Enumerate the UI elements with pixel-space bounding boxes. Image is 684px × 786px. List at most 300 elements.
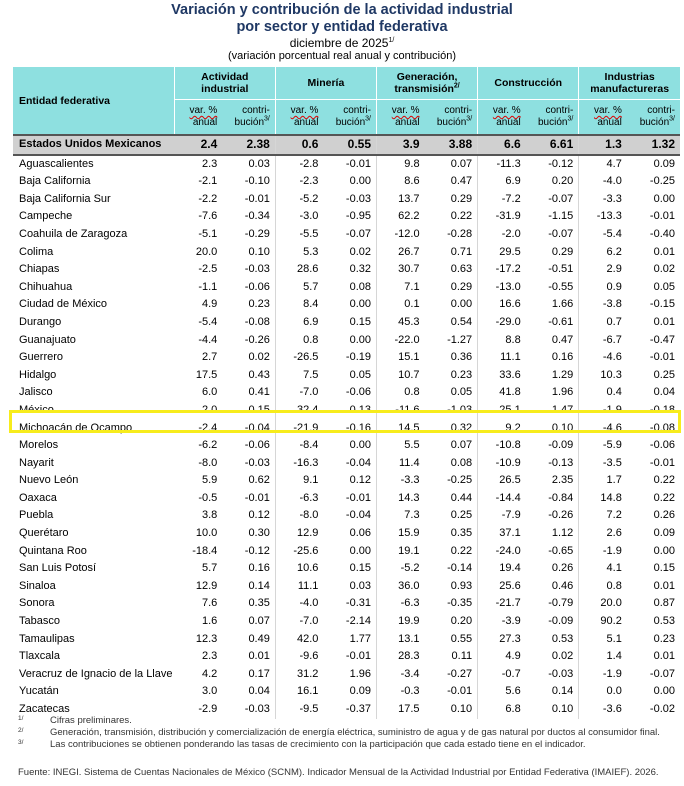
cell-var: -11.3 bbox=[496, 157, 521, 170]
cell-var: 16.6 bbox=[499, 298, 521, 311]
cell-var: -3.8 bbox=[602, 298, 622, 311]
cell-contrib: 0.04 bbox=[653, 386, 675, 399]
cell-var: -18.4 bbox=[192, 544, 218, 557]
cell-var: 31.2 bbox=[297, 667, 319, 680]
cell-var: 3.0 bbox=[201, 685, 218, 698]
entity-name: Querétaro bbox=[19, 527, 69, 540]
footnote-1: 1/ Cifras preliminares. bbox=[18, 715, 132, 726]
cell-var: 5.1 bbox=[606, 632, 622, 645]
cell-contrib: -0.03 bbox=[222, 455, 275, 473]
entity-name: Aguascalientes bbox=[19, 157, 94, 170]
cell-contrib: -0.04 bbox=[323, 507, 376, 525]
table-row bbox=[13, 543, 680, 561]
cell-contrib: -0.07 bbox=[323, 226, 376, 244]
cell-contrib: -0.03 bbox=[323, 191, 376, 209]
cell-var: 19.9 bbox=[398, 615, 420, 628]
cell-contrib: 0.47 bbox=[425, 173, 478, 191]
subtitle: (variación porcentual real anual y contribución) bbox=[227, 50, 457, 62]
cell-contrib: -0.29 bbox=[222, 226, 275, 244]
cell-contrib: 0.49 bbox=[222, 631, 275, 649]
cell-var: 10.3 bbox=[600, 368, 622, 381]
cell-var: 62.2 bbox=[398, 210, 420, 223]
cell-contrib: 0.25 bbox=[653, 368, 675, 381]
cell-contrib: -0.61 bbox=[526, 314, 579, 332]
cell-var: 12.9 bbox=[297, 527, 319, 540]
cell-contrib: -0.03 bbox=[222, 261, 275, 279]
cell-var: -2.5 bbox=[198, 263, 218, 276]
cell-var: -8.4 bbox=[299, 439, 319, 452]
cell-var: -5.4 bbox=[602, 227, 622, 240]
cell-var: 7.6 bbox=[201, 597, 218, 610]
cell-contrib: -0.07 bbox=[526, 191, 579, 209]
cell-contrib: -0.40 bbox=[649, 227, 675, 240]
cell-var: -4.0 bbox=[299, 597, 319, 610]
cell-contrib: -0.15 bbox=[649, 298, 675, 311]
cell-var: 27.3 bbox=[499, 632, 521, 645]
entity-name: Quintana Roo bbox=[19, 544, 87, 557]
cell-var: -14.4 bbox=[495, 491, 521, 504]
cell-var: 0.8 bbox=[404, 386, 420, 399]
cell-contrib: 1.66 bbox=[526, 296, 579, 314]
cell-var: -26.5 bbox=[293, 351, 319, 364]
sub-header-contrib: contri- bución$^{3/}$ bbox=[425, 100, 478, 136]
cell-var: 0.9 bbox=[606, 280, 622, 293]
cell-contrib: 0.54 bbox=[425, 314, 478, 332]
cell-var: 9.2 bbox=[505, 421, 521, 434]
cell-var: 2.3 bbox=[201, 157, 218, 170]
cell-contrib: 0.01 bbox=[653, 245, 675, 258]
cell-var: 7.3 bbox=[404, 509, 420, 522]
cell-contrib: 0.00 bbox=[323, 332, 376, 350]
cell-contrib: -0.01 bbox=[649, 456, 675, 469]
cell-var: 9.8 bbox=[404, 157, 420, 170]
cell-contrib: -0.19 bbox=[323, 349, 376, 367]
cell-var: -0.5 bbox=[198, 491, 218, 504]
cell-var: 8.4 bbox=[303, 298, 319, 311]
cell-contrib: 0.00 bbox=[425, 296, 478, 314]
cell-var: -5.1 bbox=[198, 227, 218, 240]
cell-contrib: -1.27 bbox=[425, 332, 478, 350]
table-row bbox=[13, 314, 680, 332]
cell-contrib: -0.16 bbox=[323, 420, 376, 438]
cell-contrib: 0.08 bbox=[425, 455, 478, 473]
cell-contrib: 0.00 bbox=[653, 544, 675, 557]
cell-contrib: 0.29 bbox=[425, 279, 478, 297]
cell-contrib: 0.15 bbox=[323, 314, 376, 332]
cell-var: -5.2 bbox=[299, 192, 319, 205]
cell-contrib: 1.12 bbox=[526, 525, 579, 543]
entity-name: Coahuila de Zaragoza bbox=[19, 227, 128, 240]
cell-var: 1.3 bbox=[579, 135, 627, 155]
entity-name: Guerrero bbox=[19, 351, 64, 364]
cell-var: 16.1 bbox=[297, 685, 319, 698]
cell-var: 8.6 bbox=[404, 175, 420, 188]
cell-var: -24.0 bbox=[495, 544, 521, 557]
cell-var: -2.8 bbox=[299, 157, 319, 170]
cell-contrib: 0.32 bbox=[425, 420, 478, 438]
cell-contrib: 0.23 bbox=[425, 367, 478, 385]
entity-name: Jalisco bbox=[19, 386, 53, 399]
cell-contrib: -0.84 bbox=[526, 490, 579, 508]
cell-contrib: 0.09 bbox=[323, 683, 376, 701]
cell-var: -0.7 bbox=[501, 667, 521, 680]
cell-var: 12.9 bbox=[195, 579, 218, 592]
entity-name: Morelos bbox=[19, 439, 59, 452]
entity-name: Michoacán de Ocampo bbox=[19, 421, 133, 434]
cell-var: -13.3 bbox=[596, 210, 622, 223]
cell-contrib: 0.07 bbox=[425, 155, 478, 174]
cell-contrib: 0.01 bbox=[222, 648, 275, 666]
sub-header-var: var. % anual bbox=[174, 100, 222, 136]
cell-var: 14.5 bbox=[398, 421, 420, 434]
table-row bbox=[13, 296, 680, 314]
group-header-manufactureras: Industrias manufactureras bbox=[579, 67, 680, 100]
cell-contrib: -0.95 bbox=[323, 208, 376, 226]
table-body bbox=[13, 135, 680, 719]
cell-var: -2.2 bbox=[198, 192, 218, 205]
cell-var: 0.6 bbox=[275, 135, 323, 155]
cell-contrib: 0.62 bbox=[222, 472, 275, 490]
cell-contrib: 0.00 bbox=[323, 296, 376, 314]
cell-var: 30.7 bbox=[398, 263, 420, 276]
cell-contrib: 0.10 bbox=[425, 701, 478, 719]
sub-header-contrib: contri- bución$^{3/}$ bbox=[526, 100, 579, 136]
table-row bbox=[13, 455, 680, 473]
entity-name: San Luis Potosí bbox=[19, 562, 97, 575]
table-row bbox=[13, 402, 680, 420]
cell-contrib: 0.44 bbox=[425, 490, 478, 508]
cell-contrib: -0.07 bbox=[526, 226, 579, 244]
cell-var: -31.9 bbox=[495, 210, 521, 223]
group-header-actividad: Actividad industrial bbox=[174, 67, 275, 100]
cell-contrib: -0.55 bbox=[526, 279, 579, 297]
cell-var: 13.1 bbox=[398, 632, 420, 645]
cell-var: -4.0 bbox=[602, 175, 622, 188]
cell-contrib: 0.12 bbox=[222, 507, 275, 525]
sub-header-contrib: contri- bución$^{3/}$ bbox=[627, 100, 680, 136]
cell-contrib: 0.07 bbox=[222, 613, 275, 631]
cell-contrib: -0.27 bbox=[425, 666, 478, 684]
cell-var: 6.9 bbox=[505, 175, 521, 188]
sub-header-var: var. % anual bbox=[377, 100, 425, 136]
entity-name: Tamaulipas bbox=[19, 632, 75, 645]
entity-name: Puebla bbox=[19, 509, 54, 522]
cell-contrib: 0.26 bbox=[653, 509, 675, 522]
cell-var: 15.9 bbox=[398, 527, 420, 540]
cell-contrib: 1.96 bbox=[526, 384, 579, 402]
cell-var: 1.6 bbox=[201, 615, 218, 628]
cell-contrib: -0.01 bbox=[222, 191, 275, 209]
cell-contrib: -0.06 bbox=[222, 437, 275, 455]
entity-name: Baja California Sur bbox=[19, 192, 111, 205]
cell-contrib: 0.03 bbox=[323, 578, 376, 596]
cell-var: -10.9 bbox=[495, 456, 521, 469]
table-row bbox=[13, 631, 680, 649]
cell-var: 5.3 bbox=[303, 245, 319, 258]
cell-var: 10.7 bbox=[398, 368, 420, 381]
entity-name: Sinaloa bbox=[19, 579, 56, 592]
entity-name: Sonora bbox=[19, 597, 55, 610]
cell-var: -7.9 bbox=[501, 509, 521, 522]
cell-var: -5.5 bbox=[299, 227, 319, 240]
cell-contrib: 0.20 bbox=[425, 613, 478, 631]
cell-contrib: 0.02 bbox=[526, 648, 579, 666]
cell-contrib: 0.41 bbox=[222, 384, 275, 402]
cell-contrib: 0.10 bbox=[526, 701, 579, 719]
cell-var: -4.6 bbox=[602, 351, 622, 364]
cell-var: 5.7 bbox=[201, 562, 218, 575]
cell-var: -2.4 bbox=[198, 421, 218, 434]
table-row bbox=[13, 613, 680, 631]
cell-var: 5.9 bbox=[201, 474, 218, 487]
cell-contrib: 0.29 bbox=[526, 244, 579, 262]
cell-contrib: 0.05 bbox=[425, 384, 478, 402]
entity-name: Tlaxcala bbox=[19, 650, 60, 663]
cell-contrib: 0.71 bbox=[425, 244, 478, 262]
cell-contrib: 0.15 bbox=[323, 560, 376, 578]
cell-var: -5.2 bbox=[400, 562, 420, 575]
cell-var: -3.4 bbox=[400, 667, 420, 680]
sub-header-contrib: contri- bución$^{3/}$ bbox=[323, 100, 376, 136]
cell-var: 4.7 bbox=[606, 157, 622, 170]
cell-var: 20.0 bbox=[195, 245, 218, 258]
cell-var: 5.5 bbox=[404, 439, 420, 452]
cell-var: -1.9 bbox=[602, 667, 622, 680]
cell-var: -0.3 bbox=[400, 685, 420, 698]
cell-var: 33.6 bbox=[499, 368, 521, 381]
footnote-2: 2/ Generación, transmisión, distribución y comercialización de energía eléctrica, suministro de agua y de gas natural por ductos al consumidor final. bbox=[18, 727, 660, 738]
cell-contrib: 0.10 bbox=[526, 420, 579, 438]
entity-name: Nuevo León bbox=[19, 474, 79, 487]
cell-var: -11.6 bbox=[395, 403, 420, 416]
cell-contrib: 0.08 bbox=[323, 279, 376, 297]
cell-contrib: 0.93 bbox=[425, 578, 478, 596]
cell-var: 14.8 bbox=[600, 491, 622, 504]
cell-contrib: 0.13 bbox=[323, 402, 376, 420]
cell-var: 37.1 bbox=[499, 527, 521, 540]
cell-var: -6.3 bbox=[400, 597, 420, 610]
cell-contrib: 0.63 bbox=[425, 261, 478, 279]
table-row bbox=[13, 472, 680, 490]
cell-contrib: -0.25 bbox=[649, 175, 675, 188]
sub-header-var: var. % anual bbox=[275, 100, 323, 136]
cell-contrib: -0.18 bbox=[649, 403, 675, 416]
table-row bbox=[13, 648, 680, 666]
cell-contrib: 0.10 bbox=[222, 244, 275, 262]
cell-contrib: -0.10 bbox=[222, 173, 275, 191]
cell-var: -16.3 bbox=[293, 456, 319, 469]
cell-contrib: 0.09 bbox=[653, 527, 675, 540]
entity-name: Chiapas bbox=[19, 263, 60, 276]
cell-contrib: -0.12 bbox=[526, 155, 579, 174]
cell-var: 4.1 bbox=[606, 562, 622, 575]
cell-var: -3.9 bbox=[501, 615, 521, 628]
cell-var: -4.4 bbox=[198, 333, 218, 346]
footnotes bbox=[18, 715, 680, 751]
cell-var: 3.9 bbox=[377, 135, 425, 155]
cell-contrib: -0.03 bbox=[526, 666, 579, 684]
cell-contrib: 0.30 bbox=[222, 525, 275, 543]
cell-var: 1.4 bbox=[606, 650, 622, 663]
cell-var: 0.8 bbox=[303, 333, 319, 346]
cell-var: -2.1 bbox=[198, 175, 218, 188]
cell-var: -10.8 bbox=[495, 439, 521, 452]
cell-contrib: -1.15 bbox=[526, 208, 579, 226]
entity-header: Entidad federativa bbox=[13, 67, 174, 135]
cell-var: 11.4 bbox=[398, 456, 420, 469]
entity-name: Hidalgo bbox=[19, 368, 57, 381]
cell-var: 2.6 bbox=[606, 527, 622, 540]
cell-var: 17.5 bbox=[398, 703, 420, 715]
cell-contrib: 0.15 bbox=[222, 402, 275, 420]
entity-name: Guanajuato bbox=[19, 333, 76, 346]
entity-name: Chihuahua bbox=[19, 280, 73, 293]
entity-name: Zacatecas bbox=[19, 703, 70, 715]
cell-contrib: 1.29 bbox=[526, 367, 579, 385]
cell-var: 28.6 bbox=[297, 263, 319, 276]
cell-var: 26.7 bbox=[398, 245, 420, 258]
cell-contrib: -0.09 bbox=[526, 613, 579, 631]
cell-var: 19.4 bbox=[499, 562, 521, 575]
cell-contrib: 0.01 bbox=[653, 579, 675, 592]
cell-contrib: -0.51 bbox=[526, 261, 579, 279]
cell-contrib: 0.36 bbox=[425, 349, 478, 367]
entity-name: Campeche bbox=[19, 210, 73, 223]
cell-var: 25.1 bbox=[499, 403, 521, 416]
cell-var: -3.5 bbox=[602, 456, 622, 469]
cell-contrib: 0.32 bbox=[323, 261, 376, 279]
cell-var: 14.3 bbox=[398, 491, 420, 504]
cell-contrib: 0.20 bbox=[526, 173, 579, 191]
cell-contrib: 0.05 bbox=[323, 367, 376, 385]
cell-var: 6.0 bbox=[201, 386, 218, 399]
cell-contrib: 0.00 bbox=[653, 685, 675, 698]
entity-name: Durango bbox=[19, 315, 62, 328]
cell-contrib: -0.35 bbox=[425, 595, 478, 613]
cell-var: 1.7 bbox=[606, 474, 622, 487]
cell-var: 11.1 bbox=[500, 351, 521, 364]
table-row bbox=[13, 525, 680, 543]
cell-var: -7.2 bbox=[501, 192, 521, 205]
cell-var: -5.9 bbox=[602, 439, 622, 452]
entity-name: Oaxaca bbox=[19, 491, 57, 504]
cell-var: 8.8 bbox=[505, 333, 521, 346]
cell-var: -25.6 bbox=[293, 544, 319, 557]
cell-var: -7.0 bbox=[299, 386, 319, 399]
table-row bbox=[13, 279, 680, 297]
cell-var: -21.9 bbox=[293, 421, 319, 434]
cell-contrib: 0.22 bbox=[425, 543, 478, 561]
cell-var: 4.2 bbox=[201, 667, 218, 680]
cell-contrib: -0.01 bbox=[425, 683, 478, 701]
entity-name: Tabasco bbox=[19, 615, 60, 628]
cell-contrib: 1.77 bbox=[323, 631, 376, 649]
cell-contrib: -0.08 bbox=[222, 314, 275, 332]
cell-contrib: 0.23 bbox=[653, 632, 675, 645]
cell-contrib: -2.14 bbox=[323, 613, 376, 631]
table-row bbox=[13, 208, 680, 226]
cell-contrib: -0.03 bbox=[222, 701, 275, 719]
cell-contrib: -0.04 bbox=[222, 420, 275, 438]
cell-var: -3.0 bbox=[299, 210, 319, 223]
cell-contrib: -0.65 bbox=[526, 543, 579, 561]
cell-contrib: 0.29 bbox=[425, 191, 478, 209]
entity-name: Veracruz de Ignacio de la Llave bbox=[19, 667, 173, 680]
cell-contrib: 1.47 bbox=[526, 402, 579, 420]
table-row bbox=[13, 367, 680, 385]
table-row bbox=[13, 261, 680, 279]
cell-contrib: 0.17 bbox=[222, 666, 275, 684]
cell-var: -1.9 bbox=[602, 403, 622, 416]
table-row bbox=[13, 420, 680, 438]
cell-var: -13.0 bbox=[495, 280, 521, 293]
cell-contrib: 0.35 bbox=[425, 525, 478, 543]
cell-var: -6.3 bbox=[299, 491, 319, 504]
cell-var: 6.9 bbox=[303, 315, 319, 328]
cell-var: -1.1 bbox=[198, 280, 218, 293]
cell-contrib: -0.06 bbox=[649, 439, 675, 452]
cell-var: 45.3 bbox=[398, 315, 420, 328]
cell-var: 0.7 bbox=[606, 315, 622, 328]
cell-var: -3.3 bbox=[602, 192, 622, 205]
group-header-generacion: Generación, transmisión$^{2/}$ bbox=[377, 67, 478, 100]
cell-contrib: 2.38 bbox=[222, 135, 275, 155]
cell-contrib: -0.26 bbox=[526, 507, 579, 525]
cell-contrib: -0.28 bbox=[425, 226, 478, 244]
cell-var: -17.2 bbox=[495, 263, 521, 276]
cell-contrib: 0.01 bbox=[653, 315, 675, 328]
table-row bbox=[13, 507, 680, 525]
entity-name: Estados Unidos Mexicanos bbox=[13, 135, 174, 155]
cell-var: -6.2 bbox=[198, 439, 218, 452]
cell-contrib: -0.01 bbox=[323, 490, 376, 508]
sub-header-contrib: contri- bución$^{3/}$ bbox=[222, 100, 275, 136]
cell-contrib: 0.07 bbox=[425, 437, 478, 455]
cell-contrib: -0.14 bbox=[425, 560, 478, 578]
cell-var: -7.0 bbox=[299, 615, 319, 628]
cell-var: 7.1 bbox=[404, 280, 420, 293]
cell-var: 10.0 bbox=[195, 527, 218, 540]
cell-contrib: 0.55 bbox=[425, 631, 478, 649]
cell-var: -8.0 bbox=[198, 456, 218, 469]
cell-var: 2.7 bbox=[201, 351, 218, 364]
cell-contrib: 0.11 bbox=[425, 648, 478, 666]
cell-contrib: -0.01 bbox=[649, 351, 675, 364]
cell-var: -9.5 bbox=[299, 703, 319, 715]
cell-contrib: 1.32 bbox=[627, 135, 680, 155]
table-row bbox=[13, 578, 680, 596]
cell-var: 0.0 bbox=[606, 685, 622, 698]
cell-var: 17.5 bbox=[195, 368, 218, 381]
cell-contrib: 0.15 bbox=[653, 562, 675, 575]
sub-header-var: var. % anual bbox=[478, 100, 526, 136]
data-table bbox=[13, 67, 680, 719]
cell-contrib: 2.35 bbox=[526, 472, 579, 490]
cell-contrib: 0.35 bbox=[222, 595, 275, 613]
entity-name: Nayarit bbox=[19, 456, 54, 469]
source-line: Fuente: INEGI. Sistema de Cuentas Nacionales de México (SCNM). Indicador Mensual de la Actividad Industrial por Entidad Federativa (IMAIEF). 2026. bbox=[18, 767, 659, 778]
cell-var: -21.7 bbox=[495, 597, 521, 610]
cell-var: 6.6 bbox=[478, 135, 526, 155]
cell-var: 4.9 bbox=[201, 298, 218, 311]
cell-var: -3.3 bbox=[400, 474, 420, 487]
table-row bbox=[13, 490, 680, 508]
cell-var: 15.1 bbox=[398, 351, 420, 364]
cell-contrib: -0.34 bbox=[222, 208, 275, 226]
cell-contrib: -0.09 bbox=[526, 437, 579, 455]
table-row bbox=[13, 349, 680, 367]
cell-contrib: 0.53 bbox=[526, 631, 579, 649]
